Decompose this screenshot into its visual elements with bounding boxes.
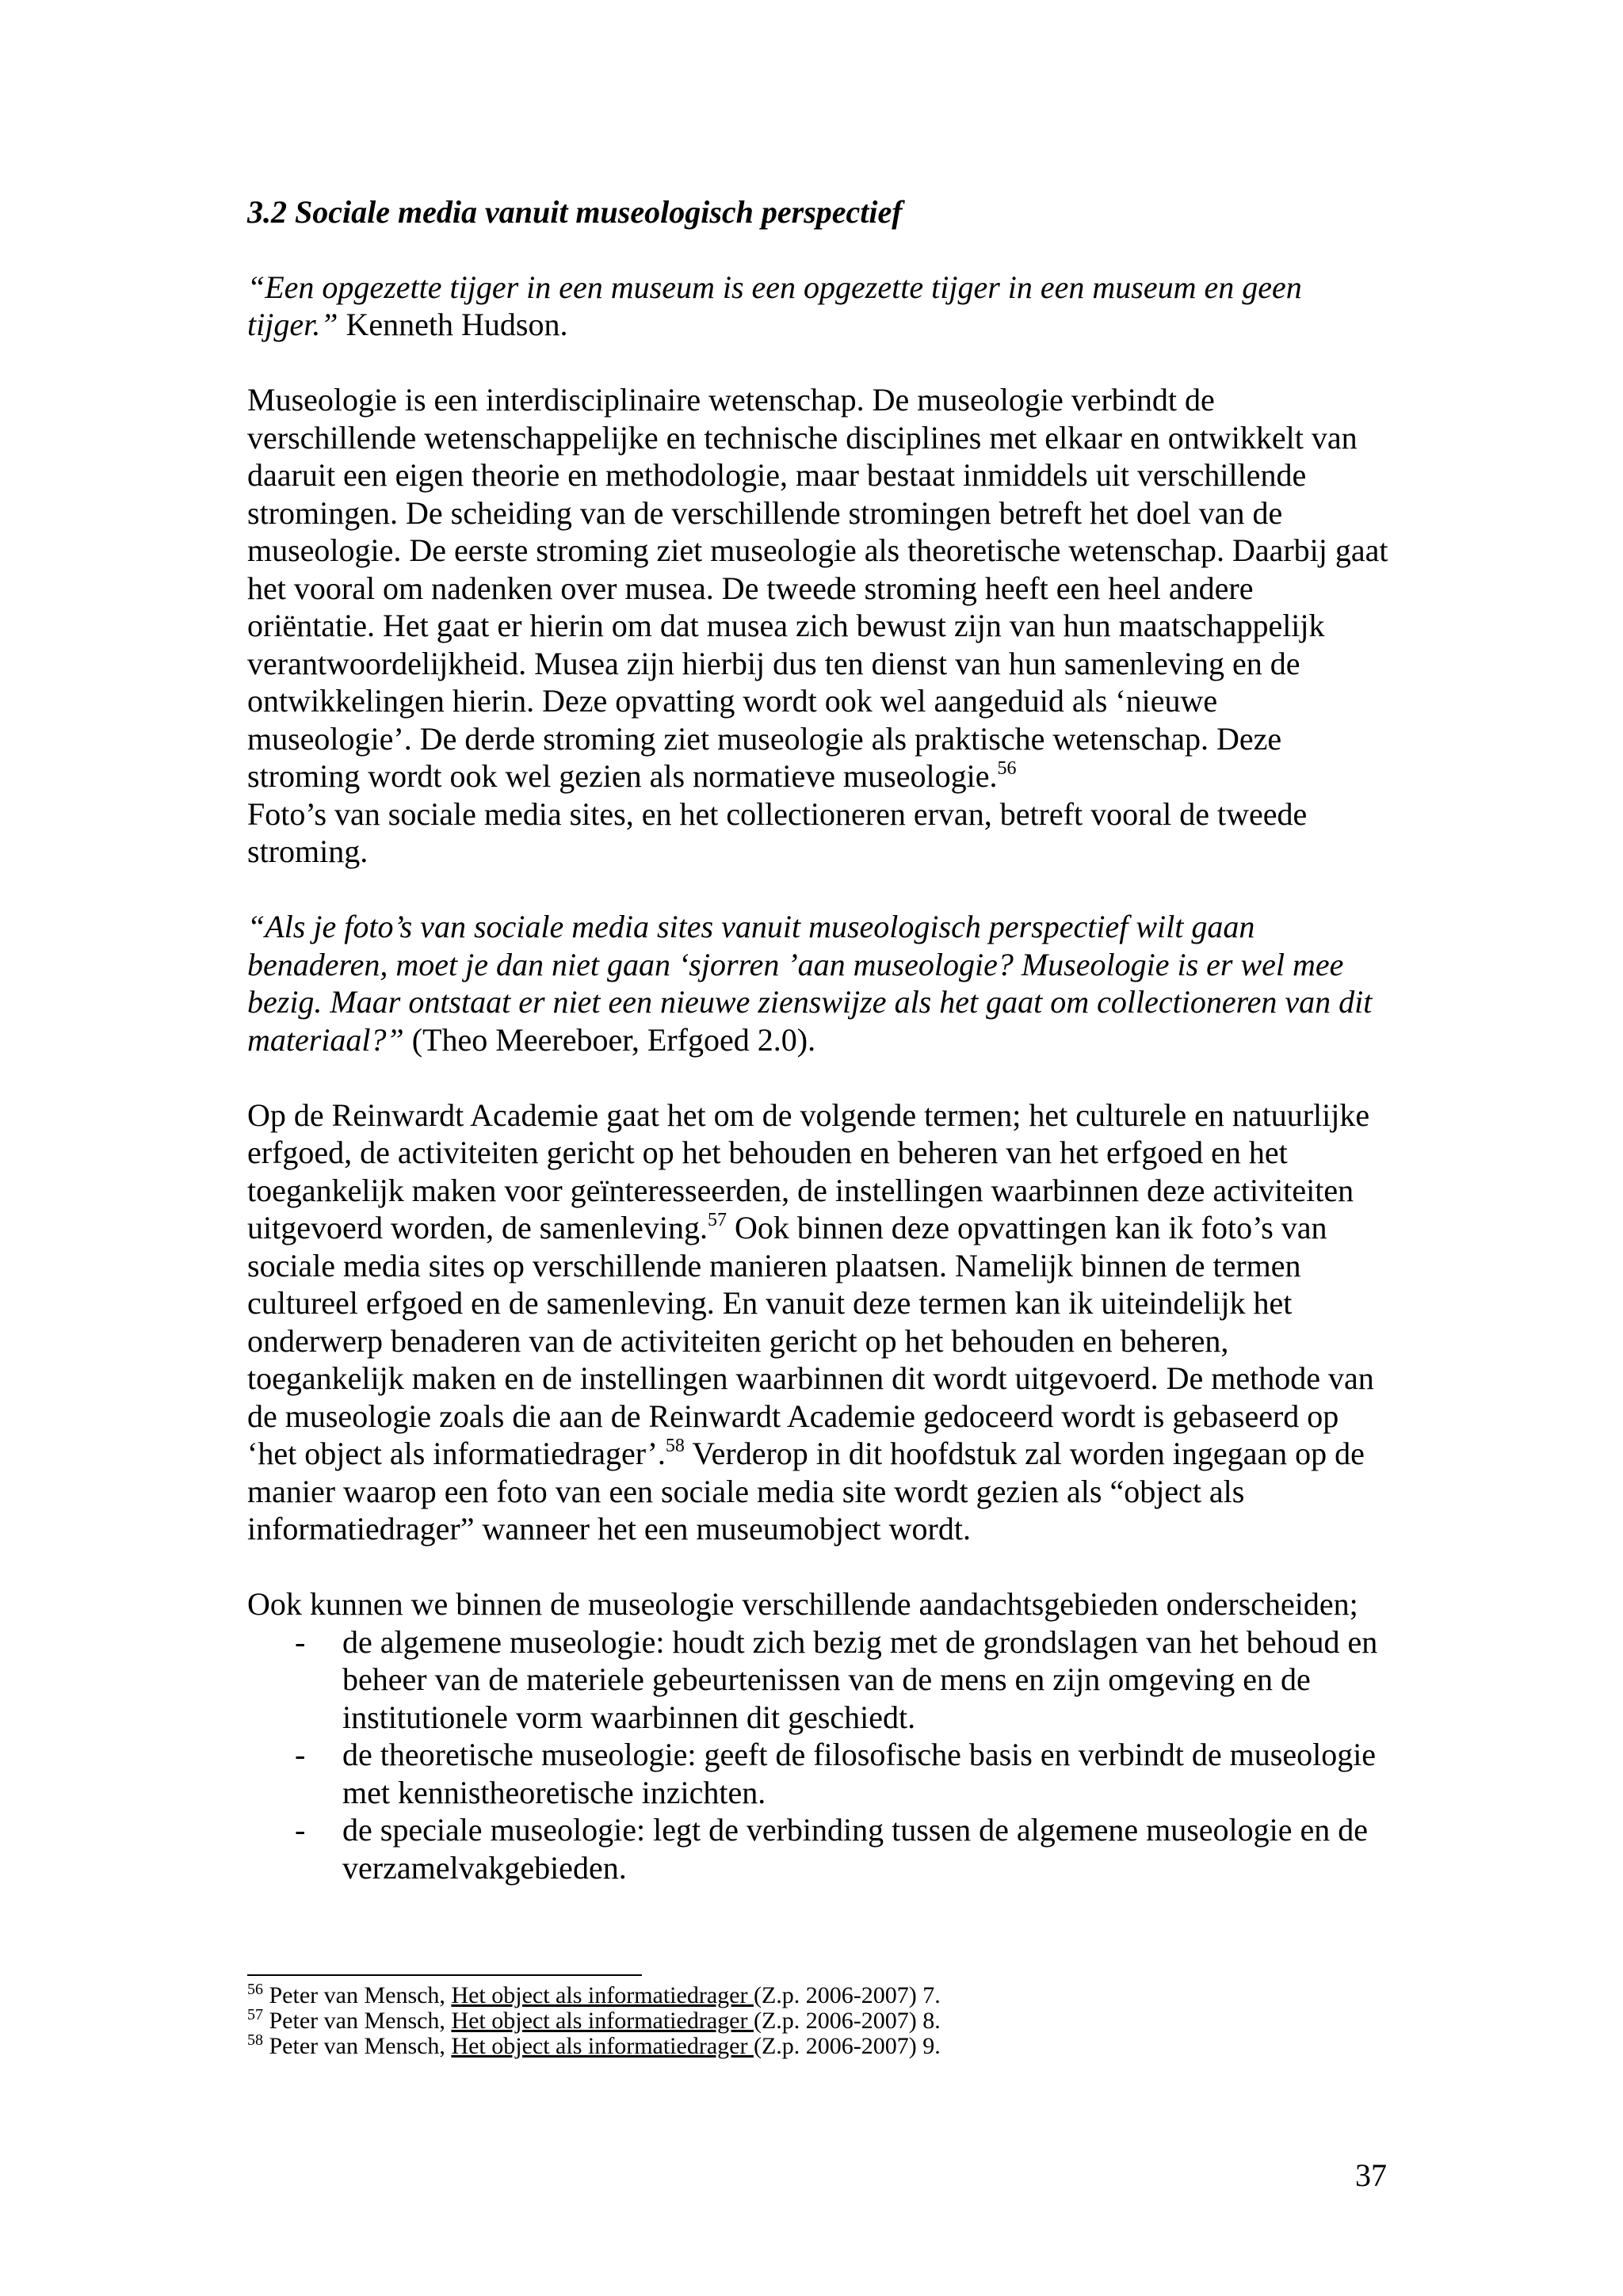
list-dash: - [295,1623,306,1660]
footnote-details: (Z.p. 2006-2007) 7. [753,1982,941,2008]
list-item [247,1811,1388,1886]
footnote-title: Het object als informatiedrager [451,1982,754,2008]
quote-source: (Theo Meereboer, Erfgoed 2.0). [403,1021,816,1058]
list-dash: - [295,1737,306,1772]
list-item-text: de theoretische museologie: geeft de filosofische basis en verbindt de museologie met kennistheoretische inzichten. [342,1737,1377,1810]
footnote [247,2008,1388,2034]
list-intro: Ook kunnen we binnen de museologie verschillende aandachtsgebieden onderscheiden; [247,1586,1358,1622]
epigraph [247,269,1388,344]
page-number: 37 [1355,2157,1387,2193]
footnote [247,1983,1388,2008]
footnote-ref[interactable]: 58 [665,1436,685,1456]
paragraph-text: Verderop in dit hoofdstuk zal worden ingegaan op de manier waarop een foto van een sociale media site wordt gezien als “object als informatiedrager” wanneer het een museumobject wordt. [247,1436,1365,1547]
footnote-author: Peter van Mensch, [263,2008,452,2034]
list-item [247,1736,1388,1811]
page-content [247,193,1388,1886]
section-heading: 3.2 Sociale media vanuit museologisch perspectief [247,194,903,230]
footnote-number: 57 [247,2006,263,2023]
list-item [247,1623,1388,1737]
footnotes [247,1983,1388,2059]
footnote-details: (Z.p. 2006-2007) 8. [753,2008,941,2034]
epigraph-author: Kenneth Hudson. [338,307,568,342]
footnote-details: (Z.p. 2006-2007) 9. [753,2033,941,2059]
aandachtsgebieden-block [247,1585,1388,1886]
aandachtsgebieden-list [247,1623,1388,1887]
quote-text: “Als je foto’s van sociale media sites vanuit museologisch perspectief wilt gaan benaderen, moet je dan niet gaan ‘sjorren ’aan museologie? Museologie is er wel mee bezig. Maar ontstaat er niet een nieuwe zienswijze als het gaat om collectioneren van dit materiaal?” [247,909,1373,1058]
paragraph-reinwardt [247,1097,1388,1548]
list-item-text: de algemene museologie: houdt zich bezig met de grondslagen van het behoud en beheer van de materiele gebeurtenissen van de mens en zijn omgeving en de institutionele vorm waarbinnen dit geschiedt. [342,1623,1378,1735]
list-dash: - [295,1812,306,1848]
list-item-text: de speciale museologie: legt de verbinding tussen de algemene museologie en de verzamelvakgebieden. [342,1812,1369,1886]
paragraph-text: Foto’s van sociale media sites, en het collectioneren ervan, betreft vooral de tweede stroming. [247,795,1308,869]
paragraph-text: Op de Reinwardt Academie gaat het om de volgende termen; het culturele en natuurlijke erfgoed, de activiteiten gericht op het behouden en beheren van het erfgoed en het toegankelijk maken voor geïnteresseerden, de instellingen waarbinnen deze activiteiten uitgevoerd worden, de samenleving. [247,1097,1370,1245]
paragraph-museologie [247,381,1388,871]
footnote-title: Het object als informatiedrager [451,2033,754,2059]
footnote-title: Het object als informatiedrager [451,2008,754,2034]
footnote-author: Peter van Mensch, [263,2033,452,2059]
epigraph-quote: “Een opgezette tijger in een museum is een opgezette tijger in een museum en geen tijger.” [247,269,1302,342]
footnote-author: Peter van Mensch, [263,1982,452,2008]
footnote-ref[interactable]: 56 [997,758,1017,779]
footnote-number: 56 [247,1981,263,1998]
footnote-separator [247,1974,642,1976]
paragraph-text: Museologie is een interdisciplinaire wetenschap. De museologie verbindt de verschillende wetenschappelijke en technische disciplines met elkaar en ontwikkelt van daaruit een eigen theorie en methodologie, maar bestaat inmiddels uit verschillende stromingen. De scheiding van de verschillende stromingen betreft het doel van de museologie. De eerste stroming ziet museologie als theoretische wetenschap. Daarbij gaat het vooral om nadenken over musea. De tweede stroming heeft een heel andere oriëntatie. Het gaat er hierin om dat musea zich bewust zijn van hun maatschappelijk verantwoordelijkheid. Musea zijn hierbij dus ten dienst van hun samenleving en de ontwikkelingen hierin. Deze opvatting wordt ook wel aangeduid als ‘nieuwe museologie’. De derde stroming ziet museologie als praktische wetenschap. Deze stroming wordt ook wel gezien als normatieve museologie. [247,382,1388,794]
interview-quote [247,908,1388,1058]
footnote-number: 58 [247,2031,263,2049]
footnote [247,2031,1388,2059]
paragraph-text: Ook binnen deze opvattingen kan ik foto’s van sociale media sites op verschillende manieren plaatsen. Namelijk binnen de termen cultureel erfgoed en de samenleving. En vanuit deze termen kan ik uiteindelijk het onderwerp benaderen van de activiteiten gericht op het behouden en beheren, toegankelijk maken en de instellingen waarbinnen dit wordt uitgevoerd. De methode van de museologie zoals die aan de Reinwardt Academie gedoceerd wordt is gebaseerd op ‘het object als informatiedrager’. [247,1210,1374,1471]
footnote-ref[interactable]: 57 [707,1210,727,1230]
